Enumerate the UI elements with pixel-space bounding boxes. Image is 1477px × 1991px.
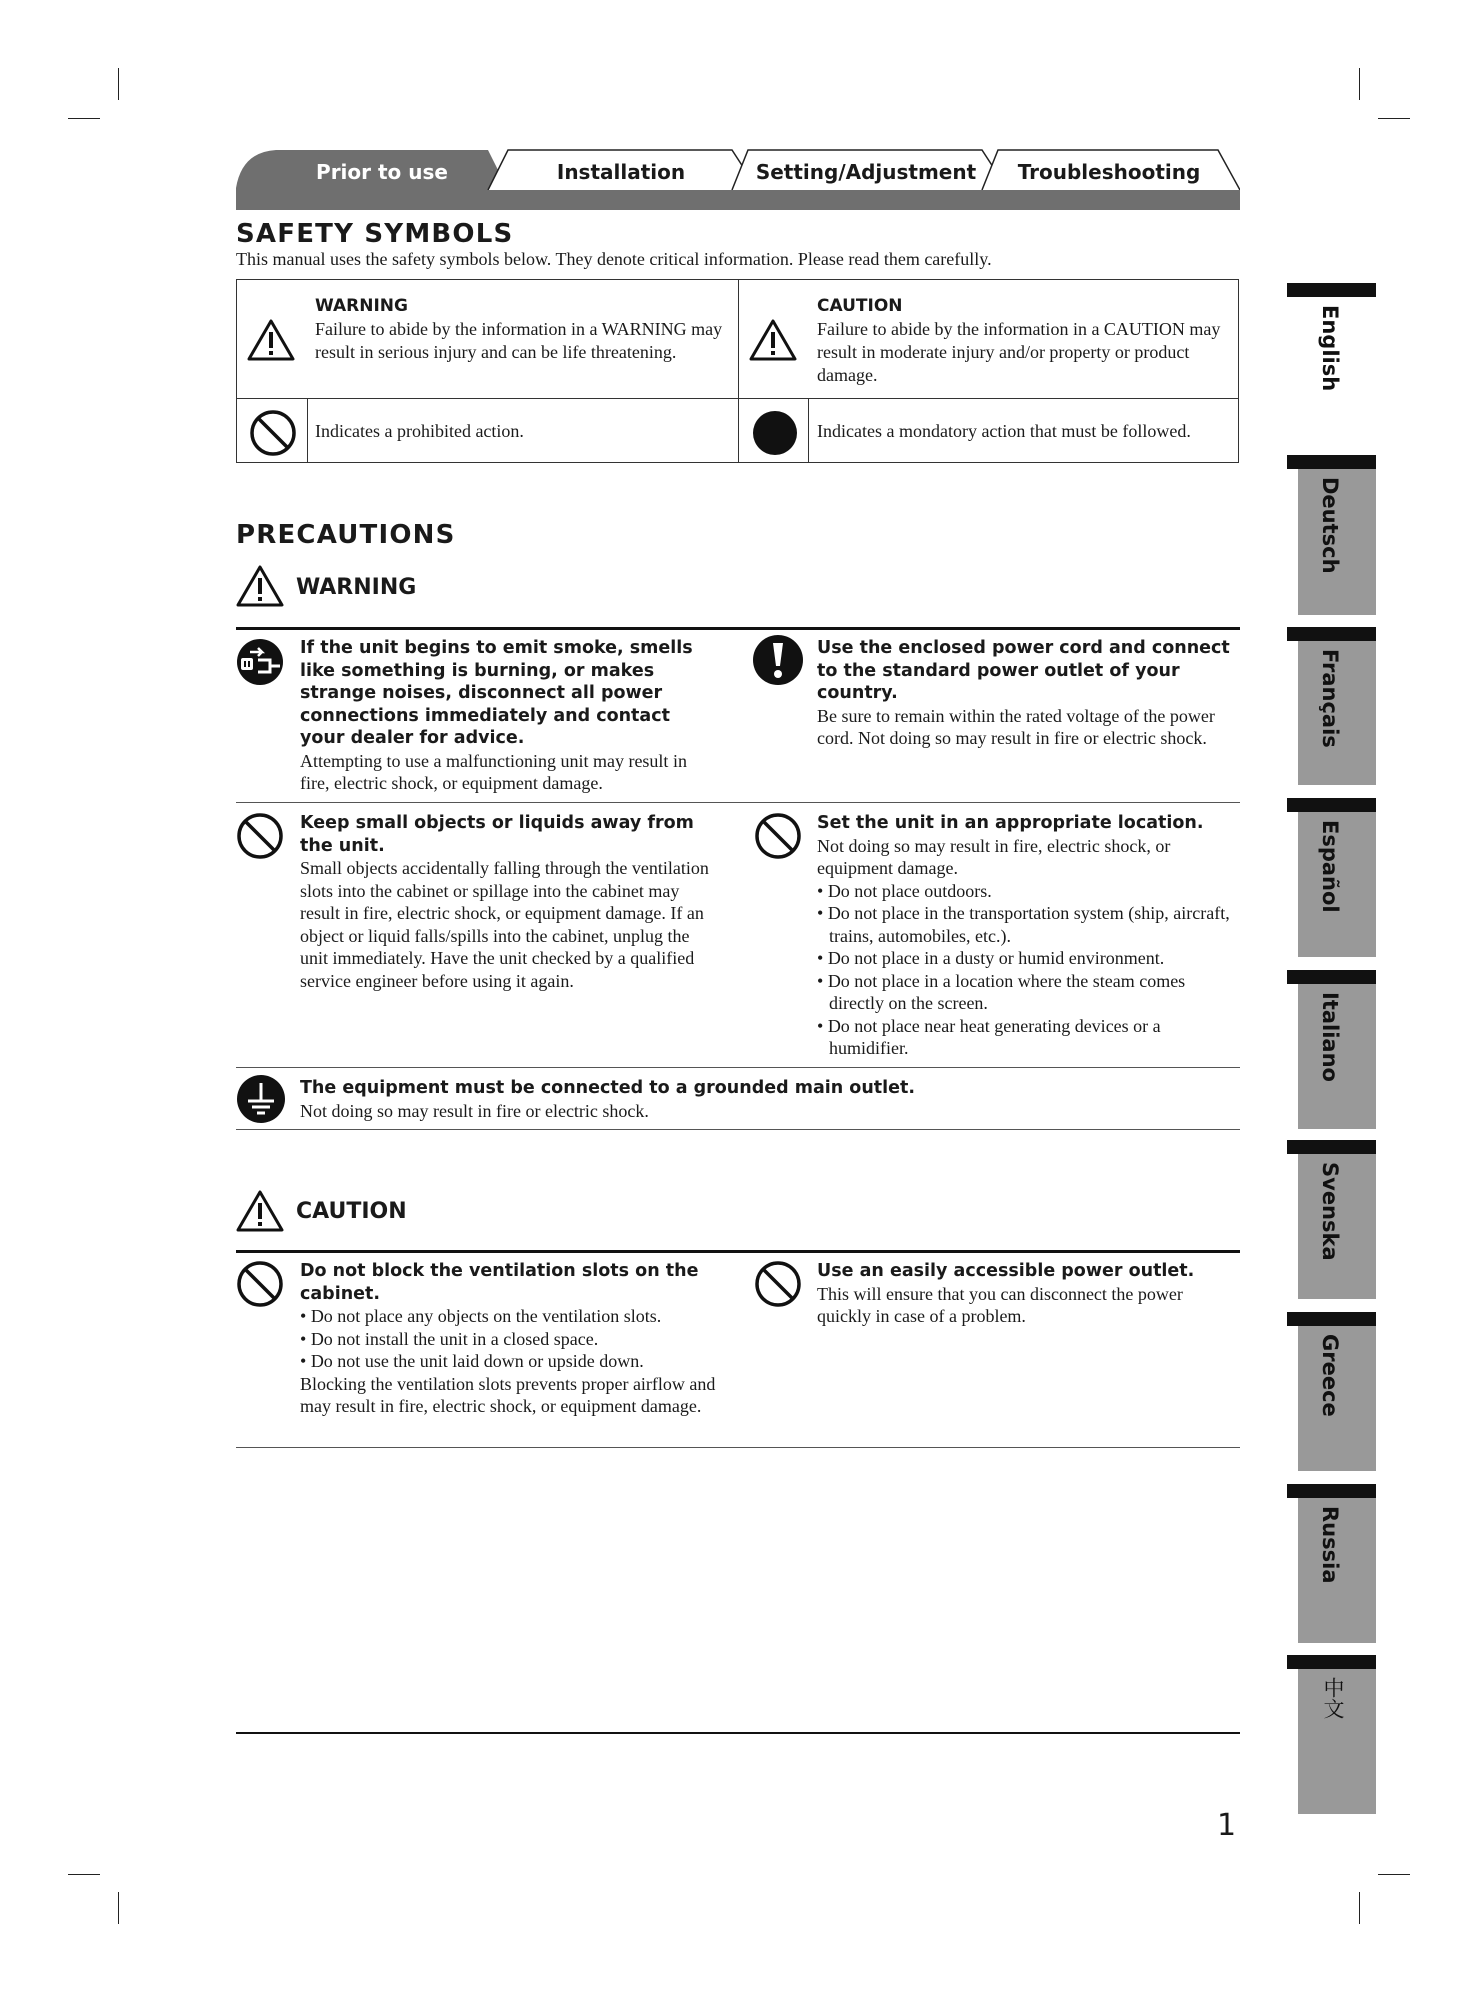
warning-item-location <box>817 812 1237 1060</box>
language-label: English <box>1318 305 1342 392</box>
language-tab-italiano[interactable] <box>1298 984 1376 1129</box>
language-tab-bar <box>1287 970 1376 984</box>
warning-item-smoke <box>300 637 720 795</box>
tab-setting-adjustment[interactable]: Setting/Adjustment <box>755 160 977 184</box>
item-text: This will ensure that you can disconnect the power quickly in case of a problem. <box>817 1283 1183 1326</box>
divider <box>236 1129 1240 1130</box>
language-label: Svenska <box>1318 1162 1342 1261</box>
list-item: • Do not install the unit in a closed space. <box>300 1328 720 1351</box>
section-tabs <box>236 148 1240 210</box>
page-number: 1 <box>1217 1808 1237 1843</box>
language-tab-bar <box>1287 627 1376 641</box>
language-tab-bar <box>1287 455 1376 469</box>
language-tab-greece[interactable] <box>1298 1326 1376 1471</box>
precautions-heading: PRECAUTIONS <box>236 520 456 550</box>
list-item: • Do not place in a location where the steam comes directly on the screen. <box>817 970 1237 1015</box>
language-label: 中文 <box>1321 1677 1345 1719</box>
crop-mark <box>68 118 100 119</box>
mandatory-icon <box>751 409 799 457</box>
item-title: The equipment must be connected to a grounded main outlet. <box>300 1078 916 1098</box>
language-tab-chinese[interactable] <box>1298 1669 1376 1814</box>
item-title: Keep small objects or liquids away from the unit. <box>300 813 694 856</box>
tab-installation[interactable]: Installation <box>556 160 686 184</box>
item-text: Small objects accidentally falling through the ventilation slots into the cabinet or spillage into the cabinet may result in fire, electric shock, or equipment damage. If an object or liquid falls/spills into the cabinet, unplug the unit immediately. Have the unit checked by a qualified service engineer before using it again. <box>300 858 709 991</box>
tab-prior-to-use[interactable]: Prior to use <box>316 160 448 184</box>
item-text: Be sure to remain within the rated voltage of the power cord. Not doing so may result in fire or electric shock. <box>817 705 1215 748</box>
crop-mark <box>1378 118 1410 119</box>
ventilation-list <box>300 1305 720 1373</box>
caution-item-ventilation <box>300 1260 720 1418</box>
language-tab-russia[interactable] <box>1298 1498 1376 1643</box>
language-tab-svenska[interactable] <box>1298 1154 1376 1299</box>
language-tab-espanol[interactable] <box>1298 812 1376 957</box>
language-tab-bar <box>1287 1655 1376 1669</box>
language-label: Español <box>1318 820 1342 913</box>
item-title: Set the unit in an appropriate location. <box>817 813 1204 833</box>
language-tab-bar <box>1287 1312 1376 1326</box>
item-text: Not doing so may result in fire, electric shock, or equipment damage. <box>817 835 1171 878</box>
warning-triangle-icon <box>236 564 284 608</box>
caution-title: CAUTION <box>817 296 903 316</box>
list-item: • Do not place outdoors. <box>817 880 1237 903</box>
prohibited-icon <box>236 812 284 860</box>
caution-section-label: CAUTION <box>296 1199 407 1224</box>
warning-item-small-objects <box>300 812 720 992</box>
tab-troubleshooting[interactable]: Troubleshooting <box>1017 160 1201 184</box>
divider <box>236 1250 1240 1253</box>
warning-item-power-cord <box>817 637 1242 750</box>
item-text: Blocking the ventilation slots prevents proper airflow and may result in fire, electric shock, or equipment damage. <box>300 1373 716 1416</box>
warning-title: WARNING <box>315 296 408 316</box>
language-label: Greece <box>1318 1334 1342 1417</box>
item-title: Do not block the ventilation slots on the cabinet. <box>300 1261 699 1304</box>
language-tab-bar <box>1287 283 1376 297</box>
item-text: Attempting to use a malfunctioning unit may result in fire, electric shock, or equipment damage. <box>300 750 687 793</box>
language-tab-english[interactable] <box>1298 297 1376 425</box>
list-item: • Do not place near heat generating devices or a humidifier. <box>817 1015 1237 1060</box>
crop-mark <box>1359 68 1360 100</box>
item-text: Not doing so may result in fire or electric shock. <box>300 1100 649 1121</box>
item-title: Use an easily accessible power outlet. <box>817 1261 1195 1281</box>
prohibited-icon <box>754 1260 802 1308</box>
caution-triangle-icon <box>749 318 797 362</box>
list-item: • Do not place any objects on the ventilation slots. <box>300 1305 720 1328</box>
warning-section-label: WARNING <box>296 575 417 600</box>
divider <box>236 1067 1240 1068</box>
caution-item-power-outlet <box>817 1260 1237 1328</box>
divider <box>236 627 1240 630</box>
ground-icon <box>236 1074 286 1124</box>
list-item: • Do not place in the transportation system (ship, aircraft, trains, automobiles, etc.). <box>817 902 1237 947</box>
mandatory-description: Indicates a mondatory action that must be followed. <box>817 421 1191 441</box>
language-label: Deutsch <box>1318 477 1342 574</box>
divider <box>236 1447 1240 1448</box>
prohibited-icon <box>236 1260 284 1308</box>
divider <box>236 802 1240 803</box>
list-item: • Do not use the unit laid down or upside down. <box>300 1350 720 1373</box>
crop-mark <box>118 1892 119 1924</box>
language-tab-bar <box>1287 798 1376 812</box>
crop-mark <box>68 1874 100 1875</box>
crop-mark <box>1359 1892 1360 1924</box>
prohibited-icon <box>249 409 297 457</box>
safety-symbols-heading: SAFETY SYMBOLS <box>236 219 514 249</box>
safety-symbols-table <box>236 279 1239 463</box>
list-item: • Do not place in a dusty or humid environment. <box>817 947 1237 970</box>
caution-description: Failure to abide by the information in a CAUTION may result in moderate injury and/or property or product damage. <box>817 319 1221 385</box>
safety-intro: This manual uses the safety symbols below. They denote critical information. Please read them carefully. <box>236 249 992 269</box>
language-tab-bar <box>1287 1140 1376 1154</box>
language-label: Italiano <box>1318 992 1342 1082</box>
language-tab-deutsch[interactable] <box>1298 469 1376 615</box>
language-tab-bar <box>1287 1484 1376 1498</box>
caution-triangle-icon <box>236 1189 284 1233</box>
warning-triangle-icon <box>247 318 295 362</box>
mandatory-exclamation-icon <box>752 634 804 686</box>
warning-item-grounded-outlet <box>300 1077 1200 1122</box>
language-tab-francais[interactable] <box>1298 641 1376 785</box>
warning-description: Failure to abide by the information in a WARNING may result in serious injury and can be life threatening. <box>315 319 723 362</box>
item-title: Use the enclosed power cord and connect to the standard power outlet of your country. <box>817 638 1230 703</box>
bottom-divider <box>236 1732 1240 1734</box>
language-label: Russia <box>1318 1506 1342 1584</box>
crop-mark <box>118 68 119 100</box>
prohibited-icon <box>754 812 802 860</box>
prohibited-description: Indicates a prohibited action. <box>315 421 524 441</box>
unplug-icon <box>236 638 284 686</box>
item-title: If the unit begins to emit smoke, smells like something is burning, or makes strange noises, disconnect all power connections immediately and contact your dealer for advice. <box>300 638 693 748</box>
crop-mark <box>1378 1874 1410 1875</box>
location-list <box>817 880 1237 1060</box>
language-label: Français <box>1318 649 1342 748</box>
